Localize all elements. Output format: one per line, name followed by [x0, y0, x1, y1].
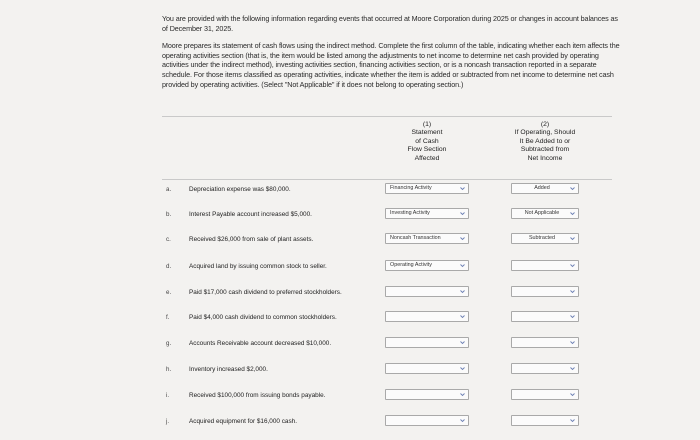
row-description: Paid $4,000 cash dividend to common stockholders.: [189, 314, 337, 321]
row-description: Inventory increased $2,000.: [189, 366, 268, 373]
row-letter: g.: [166, 340, 172, 347]
col2-header-num: (2): [540, 121, 550, 128]
chevron-down-icon: [460, 418, 465, 423]
chevron-down-icon: [570, 236, 575, 241]
chevron-down-icon: [570, 392, 575, 397]
adjustment-select[interactable]: [511, 286, 579, 297]
section-select[interactable]: [385, 415, 469, 426]
adjustment-select[interactable]: [511, 363, 579, 374]
chevron-down-icon: [460, 340, 465, 345]
section-select[interactable]: [385, 286, 469, 297]
col2-header-line3: Subtracted from: [520, 146, 570, 154]
adjustment-select-value: Not Applicable: [524, 210, 560, 216]
table-row: [0, 417, 700, 440]
intro-paragraph-2: Moore prepares its statement of cash flows using the indirect method. Complete the first column of the table, indicating whether each item affects the operating activities section (that is, the item would be listed among the adjustments to net income to determine net cash provided by operating activities under the indirect method), investing activities section, financing activities section, or is a noncash transaction reported in a separate schedule. For those items classified as operating activities, indicate whether the item is added or subtracted from net income to determine net cash provided by operating activities. (Select "Not Applicable" if it does not belong to operating section.): [162, 41, 620, 89]
row-description: Accounts Receivable account decreased $10,000.: [189, 340, 332, 347]
col1-header: [398, 121, 456, 163]
row-letter: d.: [166, 263, 172, 270]
table-row: [0, 391, 700, 414]
section-select[interactable]: [385, 363, 469, 374]
adjustment-select[interactable]: [511, 415, 579, 426]
section-select-value: Financing Activity: [390, 185, 432, 191]
section-select[interactable]: [385, 260, 469, 271]
adjustment-select[interactable]: [511, 389, 579, 400]
section-select-value: Investing Activity: [390, 210, 430, 216]
section-select[interactable]: [385, 389, 469, 400]
section-select[interactable]: [385, 337, 469, 348]
intro-paragraph-1: You are provided with the following information regarding events that occurred at Moore Corporation during 2025 or changes in account balances as of December 31, 2025.: [162, 14, 618, 33]
adjustment-select[interactable]: [511, 208, 579, 219]
section-select[interactable]: [385, 311, 469, 322]
section-select[interactable]: [385, 208, 469, 219]
chevron-down-icon: [460, 314, 465, 319]
chevron-down-icon: [460, 186, 465, 191]
col2-header-line1: If Operating, Should: [514, 129, 576, 137]
row-description: Received $26,000 from sale of plant assets.: [189, 236, 314, 243]
col2-header-line4: Net Income: [527, 154, 563, 162]
row-description: Acquired equipment for $16,000 cash.: [189, 418, 298, 425]
row-description: Acquired land by issuing common stock to seller.: [189, 263, 327, 270]
row-letter: a.: [166, 186, 172, 193]
row-letter: e.: [166, 289, 172, 296]
adjustment-select-value: Subtracted: [528, 235, 556, 241]
chevron-down-icon: [460, 289, 465, 294]
adjustment-select[interactable]: [511, 337, 579, 348]
chevron-down-icon: [570, 340, 575, 345]
col1-header-line2: of Cash: [415, 137, 439, 145]
col2-header: [500, 121, 590, 163]
row-description: Interest Payable account increased $5,000.: [189, 211, 312, 218]
col1-header-line4: Affected: [414, 154, 440, 162]
row-letter: c.: [166, 236, 171, 243]
problem-intro: [162, 14, 624, 97]
chevron-down-icon: [570, 366, 575, 371]
row-letter: b.: [166, 211, 172, 218]
table-header-rule: [162, 179, 612, 180]
chevron-down-icon: [460, 211, 465, 216]
chevron-down-icon: [570, 418, 575, 423]
chevron-down-icon: [460, 392, 465, 397]
row-description: Depreciation expense was $80,000.: [189, 186, 291, 193]
adjustment-select[interactable]: [511, 260, 579, 271]
row-description: Paid $17,000 cash dividend to preferred stockholders.: [189, 289, 342, 296]
table-row: [0, 185, 700, 208]
table-row: [0, 365, 700, 388]
table-row: [0, 210, 700, 233]
col1-header-line3: Flow Section: [407, 146, 447, 154]
table-row: [0, 339, 700, 362]
chevron-down-icon: [460, 236, 465, 241]
section-select-value: Operating Activity: [390, 262, 432, 268]
adjustment-select[interactable]: [511, 183, 579, 194]
chevron-down-icon: [570, 289, 575, 294]
row-letter: i.: [166, 392, 170, 399]
col2-header-line2: It Be Added to or: [519, 137, 571, 145]
table-row: [0, 288, 700, 311]
adjustment-select-value: Added: [534, 185, 550, 191]
table-row: [0, 313, 700, 336]
table-row: [0, 235, 700, 258]
row-letter: h.: [166, 366, 172, 373]
chevron-down-icon: [570, 186, 575, 191]
col1-header-num: (1): [422, 121, 432, 128]
col1-header-line1: Statement: [411, 129, 443, 137]
row-letter: j.: [166, 418, 170, 425]
row-description: Received $100,000 from issuing bonds payable.: [189, 392, 326, 399]
adjustment-select[interactable]: [511, 311, 579, 322]
table-row: [0, 262, 700, 285]
adjustment-select[interactable]: [511, 233, 579, 244]
chevron-down-icon: [570, 263, 575, 268]
chevron-down-icon: [460, 263, 465, 268]
chevron-down-icon: [570, 314, 575, 319]
section-select-value: Noncash Transaction: [390, 235, 441, 241]
table-top-rule: [162, 116, 612, 117]
chevron-down-icon: [570, 211, 575, 216]
row-letter: f.: [166, 314, 170, 321]
section-select[interactable]: [385, 233, 469, 244]
chevron-down-icon: [460, 366, 465, 371]
section-select[interactable]: [385, 183, 469, 194]
